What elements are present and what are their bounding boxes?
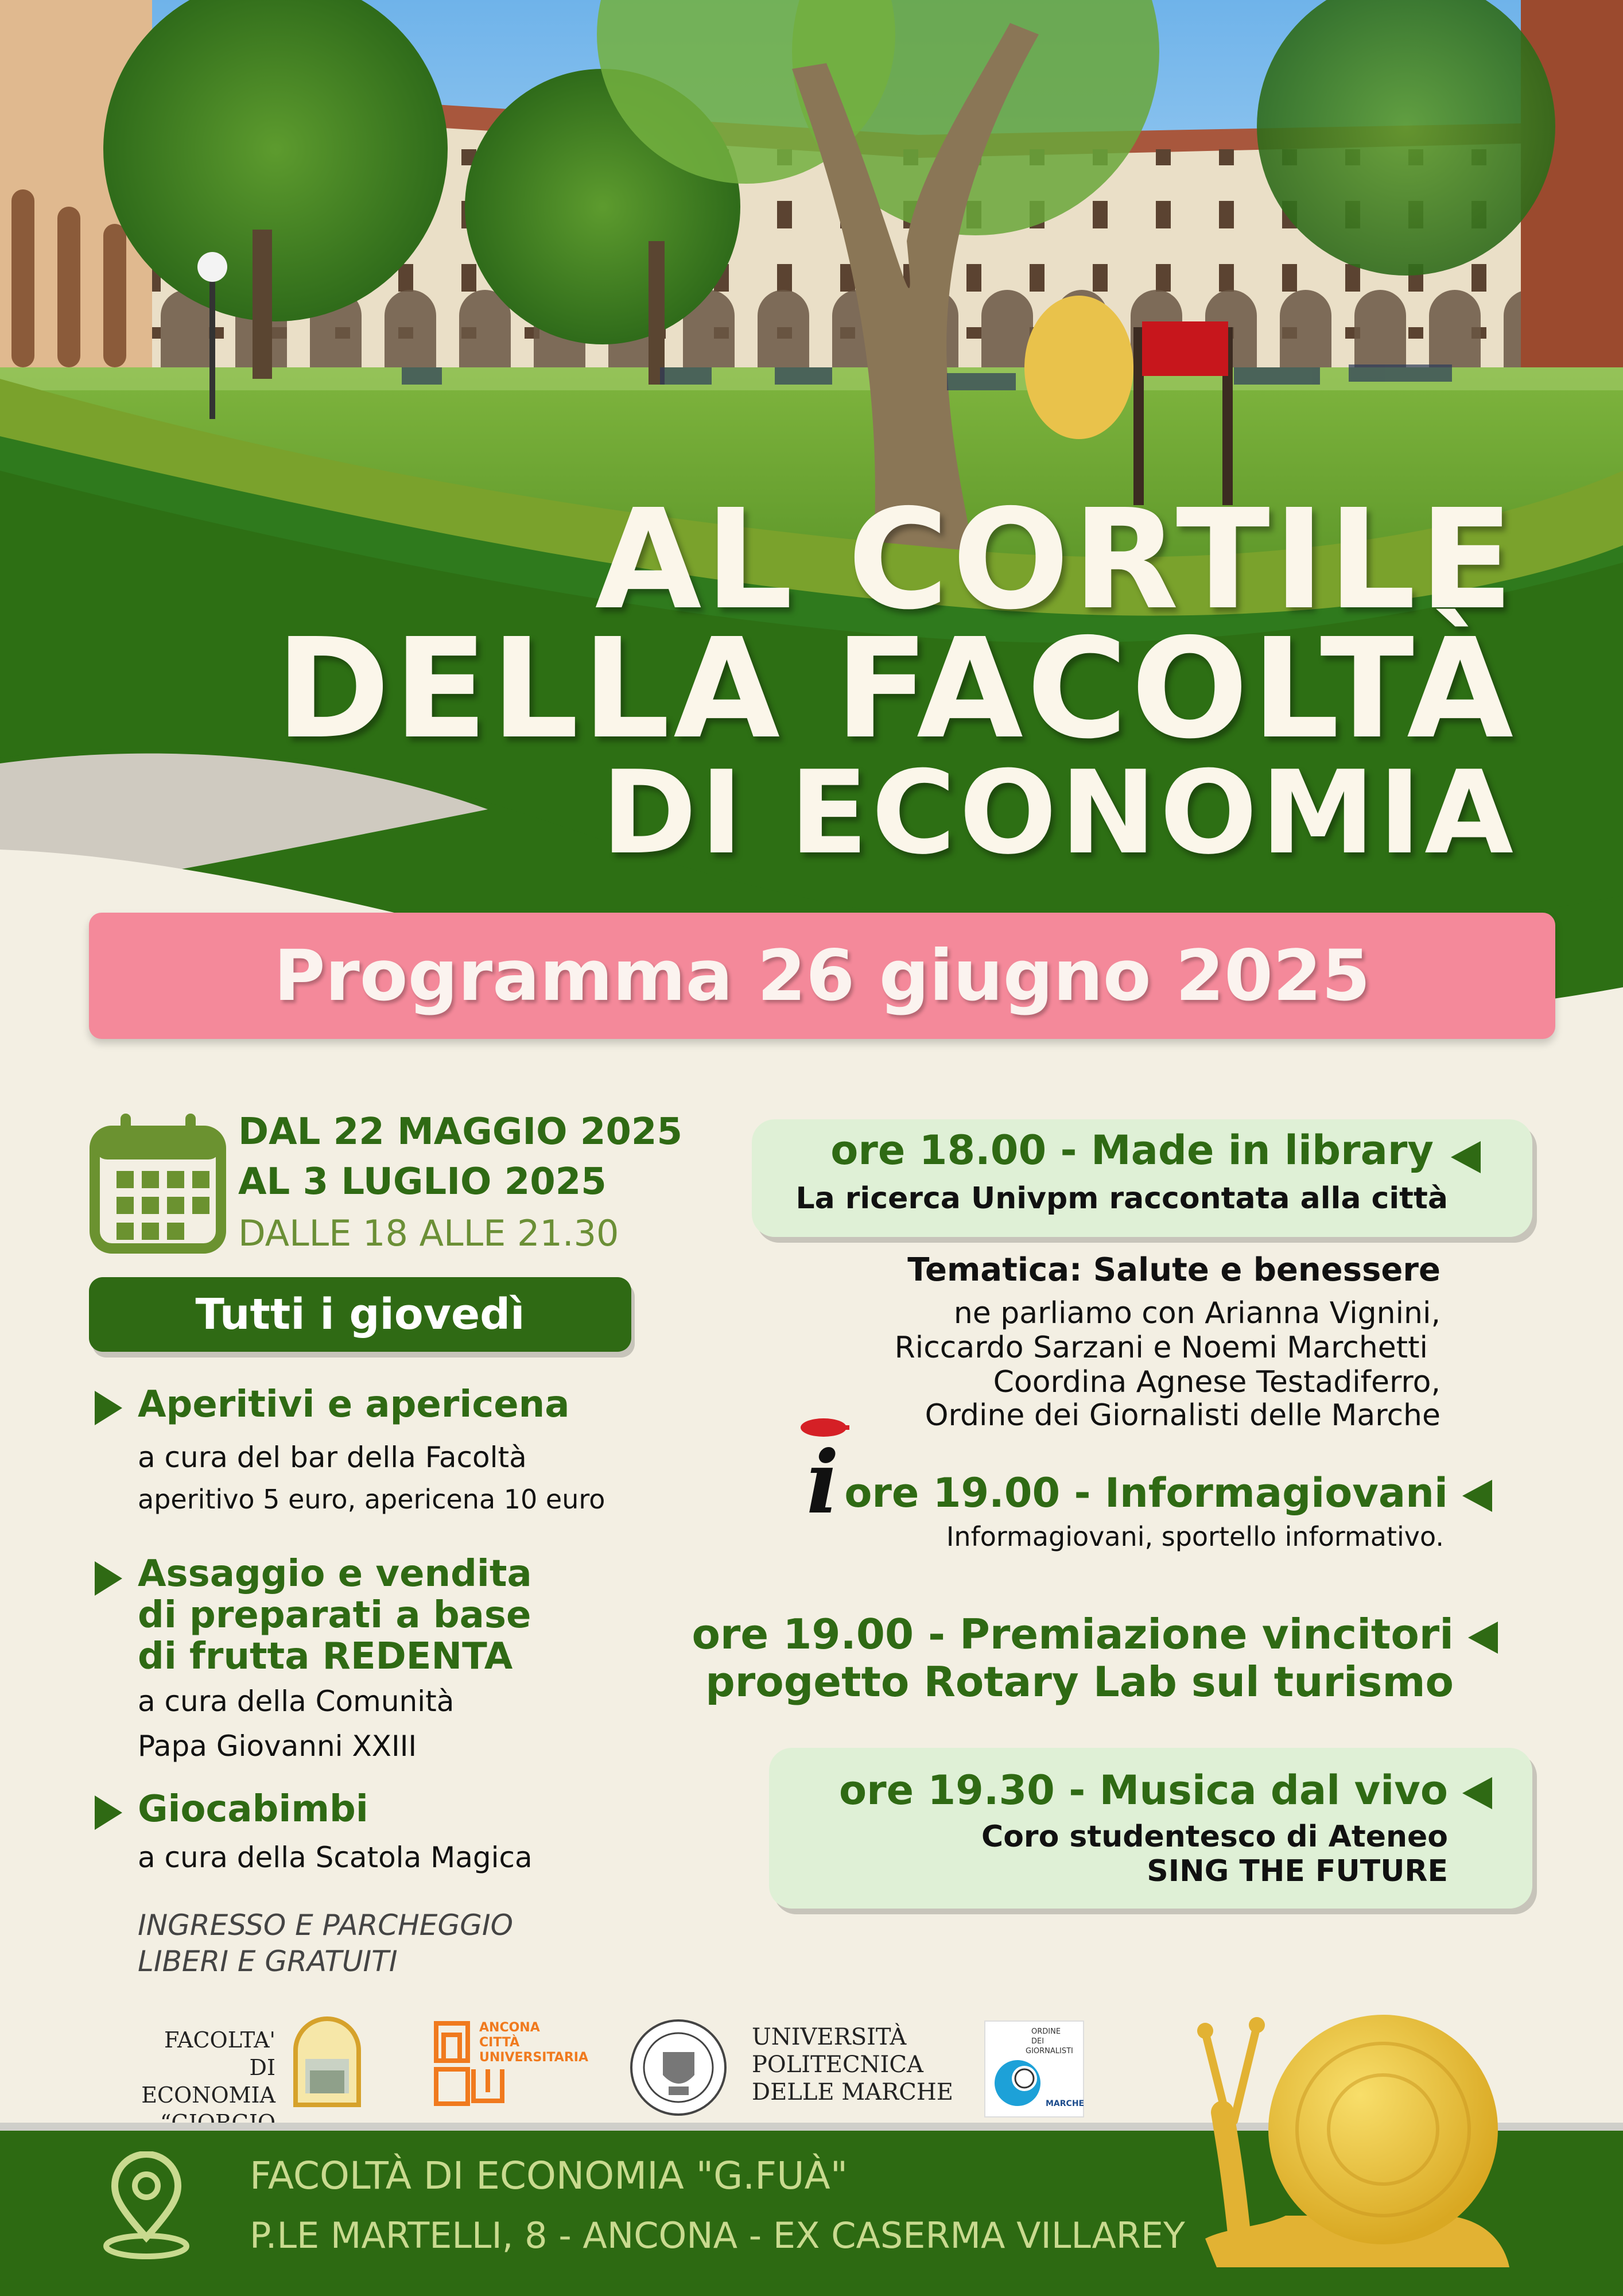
title-line-2: DELLA FACOLTÀ — [275, 608, 1517, 769]
activity-2-detail-2: Papa Giovanni XXIII — [138, 1729, 417, 1763]
odg-circle-icon — [990, 2053, 1047, 2111]
footer-line-1: FACOLTÀ DI ECONOMIA "G.FUÀ" — [250, 2154, 848, 2198]
activity-2-title-1: Assaggio e vendita — [138, 1553, 532, 1595]
univpm-logo-line-1: UNIVERSITÀ — [752, 2024, 907, 2050]
event-4-line-2: SING THE FUTURE — [1147, 1854, 1448, 1888]
every-thursday-text: Tutti i giovedì — [195, 1290, 525, 1339]
univpm-logo-text — [752, 2023, 953, 2106]
univpm-logo-line-3: DELLE MARCHE — [752, 2079, 953, 2105]
bullet-arrow-icon — [95, 1561, 122, 1596]
activity-2-title-2: di preparati a base — [138, 1594, 531, 1636]
left-arrow-icon — [1451, 1141, 1481, 1173]
activity-2-detail-1: a cura della Comunità — [138, 1685, 455, 1718]
activity-1-detail-2: aperitivo 5 euro, apericena 10 euro — [138, 1484, 605, 1515]
informagiovani-letter: i — [806, 1432, 839, 1518]
event-2-subtitle: Informagiovani, sportello informativo. — [946, 1521, 1444, 1552]
event-4-line-1: Coro studentesco di Ateneo — [981, 1820, 1448, 1854]
bullet-arrow-icon — [95, 1391, 122, 1425]
date-hours: DALLE 18 ALLE 21.30 — [238, 1212, 619, 1254]
title-line-3: DI ECONOMIA — [601, 746, 1517, 880]
ancona-logo-line-1: ANCONA — [479, 2020, 540, 2035]
ancona-logo-line-2: CITTÀ — [479, 2035, 520, 2050]
event-1-subtitle: La ricerca Univpm raccontata alla città — [795, 1181, 1448, 1216]
ancona-logo-text — [479, 2020, 588, 2065]
faculty-logo-line-2: DI ECONOMIA — [141, 2055, 275, 2108]
event-4-title: ore 19.30 - Musica dal vivo — [839, 1767, 1448, 1814]
footer-address: P.LE MARTELLI, 8 - ANCONA - EX CASERMA VILLAREY — [250, 2214, 1185, 2256]
title-line-1: AL CORTILE — [595, 479, 1517, 640]
odg-logo-line-3: GIORNALISTI — [1026, 2047, 1073, 2055]
activity-3-detail-1: a cura della Scatola Magica — [138, 1841, 533, 1874]
univpm-logo-line-2: POLITECNICA — [752, 2051, 923, 2078]
activity-1-detail-1: a cura del bar della Facoltà — [138, 1441, 527, 1474]
snail-sculpture — [1194, 1998, 1515, 2273]
event-2-title: ore 19.00 - Informagiovani — [844, 1469, 1448, 1517]
activity-2-title-3: di frutta REDENTA — [138, 1635, 513, 1678]
theme-line-2: Riccardo Sarzani e Noemi Marchetti — [894, 1331, 1428, 1365]
bullet-arrow-icon — [95, 1795, 122, 1830]
event-3-title-2: progetto Rotary Lab sul turismo — [705, 1658, 1454, 1706]
every-thursday-label — [89, 1277, 631, 1352]
date-to: AL 3 LUGLIO 2025 — [238, 1161, 607, 1203]
activity-1-title: Aperitivi e apericena — [138, 1383, 570, 1426]
free-entry-2: LIBERI E GRATUITI — [138, 1945, 398, 1978]
theme-line-4: Ordine dei Giornalisti delle Marche — [925, 1398, 1440, 1433]
location-pin-icon — [98, 2151, 195, 2260]
program-date-text: Programma 26 giugno 2025 — [274, 935, 1370, 1017]
theme-line-3: Coordina Agnese Testadiferro, — [993, 1365, 1440, 1399]
left-arrow-icon — [1462, 1777, 1492, 1809]
program-date-banner — [89, 913, 1555, 1039]
free-entry-1: INGRESSO E PARCHEGGIO — [138, 1909, 513, 1942]
activity-3-title: Giocabimbi — [138, 1788, 368, 1830]
left-arrow-icon — [1468, 1622, 1498, 1654]
faculty-logo-line-1: FACOLTA' — [164, 2027, 275, 2053]
event-1-title: ore 18.00 - Made in library — [830, 1127, 1434, 1174]
ancona-logo-line-3: UNIVERSITARIA — [479, 2050, 588, 2065]
theme-title: Tematica: Salute e benessere — [907, 1251, 1440, 1289]
date-from: DAL 22 MAGGIO 2025 — [238, 1111, 682, 1153]
theme-line-1: ne parliamo con Arianna Vignini, — [953, 1296, 1440, 1331]
calendar-icon — [89, 1111, 227, 1254]
odg-marche-logo — [984, 2020, 1084, 2117]
odg-logo-line-1: ORDINE — [1031, 2027, 1061, 2036]
univpm-seal-logo — [628, 2018, 729, 2118]
faculty-building-logo — [293, 2016, 362, 2108]
left-arrow-icon — [1462, 1480, 1492, 1512]
event-3-title-1: ore 19.00 - Premiazione vincitori — [692, 1610, 1454, 1658]
odg-logo-line-4: MARCHE — [1046, 2099, 1085, 2108]
odg-logo-line-2: DEI — [1031, 2037, 1045, 2046]
informagiovani-logo — [795, 1415, 852, 1518]
